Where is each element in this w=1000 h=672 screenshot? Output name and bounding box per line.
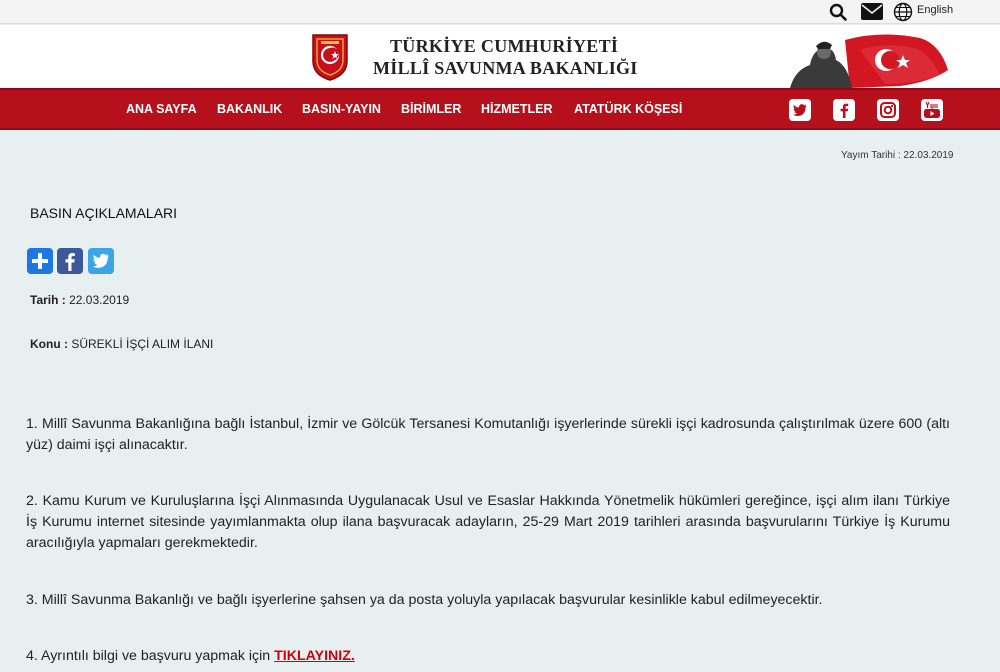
header-title-line-1: TÜRKİYE CUMHURİYETİ <box>390 36 619 56</box>
facebook-icon[interactable] <box>833 99 855 121</box>
ministry-emblem-logo[interactable] <box>311 33 349 81</box>
subject-value: SÜREKLİ İŞÇİ ALIM İLANI <box>71 337 214 351</box>
top-utility-bar <box>0 0 1000 24</box>
ataturk-flag-illustration <box>790 30 950 88</box>
nav-item-hizmetler[interactable]: HİZMETLER <box>481 102 553 116</box>
header-title-line-2: MİLLÎ SAVUNMA BAKANLIĞI <box>373 58 638 78</box>
details-link[interactable]: TIKLAYINIZ. <box>274 648 355 664</box>
publish-date: Yayım Tarihi : 22.03.2019 <box>841 150 954 161</box>
share-facebook-icon[interactable] <box>57 248 83 274</box>
subject-field <box>30 337 213 351</box>
date-field <box>30 293 129 307</box>
twitter-icon[interactable] <box>789 99 811 121</box>
share-twitter-icon[interactable] <box>88 248 114 274</box>
date-value: 22.03.2019 <box>69 293 130 307</box>
mail-icon[interactable] <box>861 3 883 20</box>
date-label: Tarih : <box>30 293 66 307</box>
nav-item-ana-sayfa[interactable]: ANA SAYFA <box>126 102 197 116</box>
paragraph-2: 2. Kamu Kurum ve Kuruluşlarına İşçi Alınmasında Uygulanacak Usul ve Esaslar Hakkında Yönetmelik hükümleri gereğince, işçi alım ilanı Türkiye İş Kurumu internet sitesinde yayımlanmakta olup ilana başvuracak adayların, 25-29 Mart 2019 tarihleri arasında başvurularını Türkiye İş Kurumu aracılığıyla yapmaları gerekmektedir. <box>26 493 950 551</box>
paragraph-1: 1. Millî Savunma Bakanlığına bağlı İstanbul, İzmir ve Gölcük Tersanesi Komutanlığı işyerlerinde sürekli işçi kadrosunda çalıştırılmak üzere 600 (altı yüz) daimi işçi alınacaktır. <box>26 416 950 453</box>
nav-item-bakanlik[interactable]: BAKANLIK <box>217 102 283 116</box>
instagram-icon[interactable] <box>877 99 899 121</box>
paragraph-4 <box>26 646 950 667</box>
youtube-icon[interactable] <box>921 99 943 121</box>
nav-item-birimler[interactable]: BİRİMLER <box>401 102 462 116</box>
nav-item-basin-yayin[interactable]: BASIN-YAYIN <box>302 102 381 116</box>
paragraph-4-text: 4. Ayrıntılı bilgi ve başvuru yapmak için <box>26 648 275 664</box>
site-header <box>0 25 1000 88</box>
main-navigation <box>0 88 1000 130</box>
globe-icon[interactable] <box>893 2 913 22</box>
search-icon[interactable] <box>829 3 847 21</box>
section-title: BASIN AÇIKLAMALARI <box>30 205 178 221</box>
share-plus-icon[interactable] <box>27 248 53 274</box>
language-link[interactable]: English <box>917 4 954 16</box>
paragraph-3: 3. Millî Savunma Bakanlığı ve bağlı işyerlerine şahsen ya da posta yoluyla yapılacak başvurular kesinlikle kabul edilmeyecektir. <box>26 592 823 608</box>
subject-label: Konu : <box>30 337 68 351</box>
nav-item-ataturk-kosesi[interactable]: ATATÜRK KÖŞESİ <box>574 102 683 116</box>
